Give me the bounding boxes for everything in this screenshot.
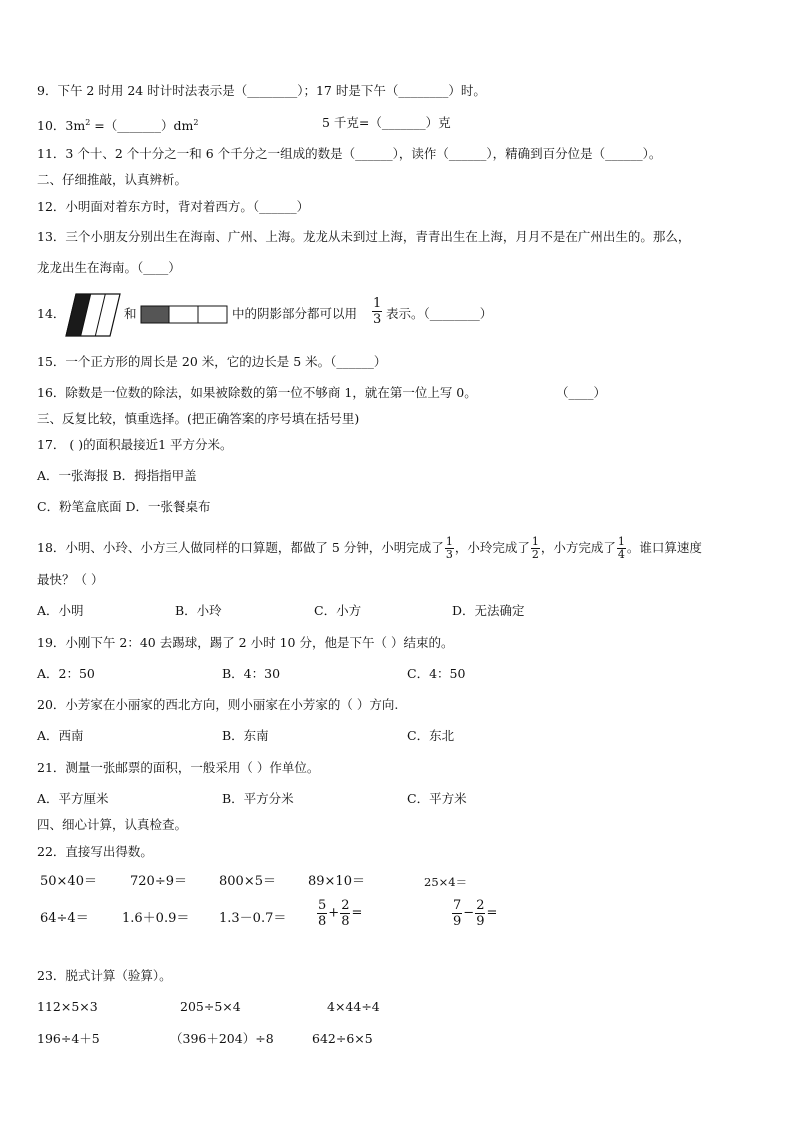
q19-option-b: B．4：30 [222, 666, 281, 681]
question-18-line-2: 最快？（ ） [37, 572, 104, 587]
q17-options-ab: A．一张海报 B．拇指指甲盖 [37, 468, 197, 483]
f1-eq: = [351, 905, 363, 921]
f2-op: − [463, 905, 475, 921]
f1-a-den: 8 [318, 914, 327, 929]
question-20: 20．小芳家在小丽家的西北方向，则小丽家在小芳家的（ ）方向. [37, 697, 399, 712]
q10a-exponent-2: 2 [193, 118, 199, 127]
q18-option-a: A．小明 [37, 603, 84, 618]
q14-end-text: 表示。（________） [386, 306, 493, 321]
question-21: 21．测量一张邮票的面积，一般采用（ ）作单位。 [37, 760, 320, 775]
q14-frac-numerator: 1 [373, 296, 382, 311]
question-19: 19．小刚下午 2：40 去踢球，踢了 2 小时 10 分，他是下午（ ）结束的。 [37, 635, 454, 650]
question-15: 15．一个正方形的周长是 20 米，它的边长是 5 米。（______） [37, 354, 387, 369]
f2-eq: = [486, 905, 498, 921]
calc-r1-4: 89×10＝ [308, 874, 365, 889]
q21-option-b: B．平方分米 [222, 791, 294, 806]
q17-options-cd: C．粉笔盒底面 D．一张餐桌布 [37, 499, 211, 514]
calc-fraction-1 [316, 898, 362, 929]
rectangle-strip-figure [140, 305, 230, 325]
f2-a-num: 7 [453, 898, 462, 913]
question-10-part-b: 5 千克=（_______）克 [322, 115, 451, 130]
q14-and: 和 [124, 306, 137, 321]
q19-option-a: A．2：50 [37, 666, 95, 681]
calc-r2-3: 1.3－0.7＝ [219, 911, 287, 926]
calc-r1-2: 720÷9＝ [130, 874, 187, 889]
q18-text-d: 。谁口算速度 [626, 540, 702, 555]
q21-option-c: C．平方米 [407, 791, 467, 806]
expr-r1-3: 4×44÷4 [327, 999, 380, 1014]
expr-r1-2: 205÷5×4 [180, 999, 241, 1014]
q20-option-b: B．东南 [222, 728, 269, 743]
question-22: 22．直接写出得数。 [37, 844, 153, 859]
q18-text-c: ，小方完成了 [540, 540, 616, 555]
q18-frac1-num: 1 [445, 535, 453, 548]
q16-blank: （____） [556, 385, 607, 400]
question-16: 16．除数是一位数的除法，如果被除数的第一位不够商 1，就在第一位上写 0。 [37, 385, 477, 400]
q18-option-d: D．无法确定 [452, 603, 525, 618]
f1-a-num: 5 [318, 898, 327, 913]
q18-option-b: B．小玲 [175, 603, 222, 618]
f2-b-num: 2 [476, 898, 485, 913]
question-17: 17． ( )的面积最接近1 平方分米。 [37, 437, 233, 452]
calc-r2-2: 1.6＋0.9＝ [122, 911, 190, 926]
section-4-heading: 四、细心计算，认真检查。 [37, 817, 188, 832]
q18-frac1-den: 3 [445, 548, 453, 561]
question-9: 9．下午 2 时用 24 时计时法表示是（________）；17 时是下午（________）时。 [37, 83, 486, 98]
q18-frac3-den: 4 [617, 548, 625, 561]
q18-frac3-num: 1 [617, 535, 625, 548]
q10a-exponent: 2 [85, 118, 91, 127]
question-12: 12．小明面对着东方时，背对着西方。（______） [37, 199, 310, 214]
f2-b-den: 9 [476, 914, 485, 929]
question-10-part-a [37, 114, 198, 135]
f1-b-den: 8 [341, 914, 350, 929]
expr-r2-3: 642÷6×5 [312, 1031, 373, 1046]
q14-fraction [371, 296, 383, 327]
expr-r2-1: 196÷4＋5 [37, 1031, 100, 1046]
f1-b-num: 2 [341, 898, 350, 913]
q14-middle-text: 中的阴影部分都可以用 [232, 306, 358, 321]
f2-a-den: 9 [453, 914, 462, 929]
calc-r1-3: 800×5＝ [219, 874, 276, 889]
parallelogram-figure [64, 292, 122, 338]
q10a-text: 10．3m [37, 118, 86, 134]
section-2-heading: 二、仔细推敲，认真辨析。 [37, 172, 188, 187]
q14-frac-denominator: 3 [373, 312, 382, 327]
q10a-rest: =（_______）dm [90, 118, 194, 134]
calc-r2-1: 64÷4＝ [40, 911, 89, 926]
q18-text-a: 18．小明、小玲、小方三人做同样的口算题，都做了 5 分钟，小明完成了 [37, 540, 444, 555]
q18-option-c: C．小方 [314, 603, 362, 618]
q18-frac2-num: 1 [531, 535, 539, 548]
calc-fraction-2 [451, 898, 497, 929]
question-14-number: 14． [37, 306, 66, 321]
q18-text-b: ，小玲完成了 [454, 540, 530, 555]
calc-r1-5: 25×4＝ [424, 875, 468, 889]
question-11: 11．3 个十、2 个十分之一和 6 个千分之一组成的数是（______），读作（______），精确到百分位是（______）。 [37, 146, 662, 161]
expr-r1-1: 112×5×3 [37, 999, 98, 1014]
expr-r2-2: （396＋204）÷8 [170, 1031, 274, 1046]
q20-option-a: A．西南 [37, 728, 84, 743]
q21-option-a: A．平方厘米 [37, 791, 109, 806]
question-13-line-1: 13．三个小朋友分别出生在海南、广州、上海。龙龙从未到过上海，青青出生在上海，月月不是在广州出生的。那么， [37, 229, 691, 244]
f1-op: + [328, 905, 340, 921]
section-3-heading: 三、反复比较，慎重选择。(把正确答案的序号填在括号里) [37, 411, 360, 426]
q18-frac2-den: 2 [531, 548, 539, 561]
q19-option-c: C．4：50 [407, 666, 466, 681]
question-13-line-2: 龙龙出生在海南。（____） [37, 260, 181, 275]
q20-option-c: C．东北 [407, 728, 455, 743]
calc-r1-1: 50×40＝ [40, 874, 97, 889]
question-23: 23．脱式计算（验算）。 [37, 968, 172, 983]
question-18-line-1 [37, 536, 702, 561]
